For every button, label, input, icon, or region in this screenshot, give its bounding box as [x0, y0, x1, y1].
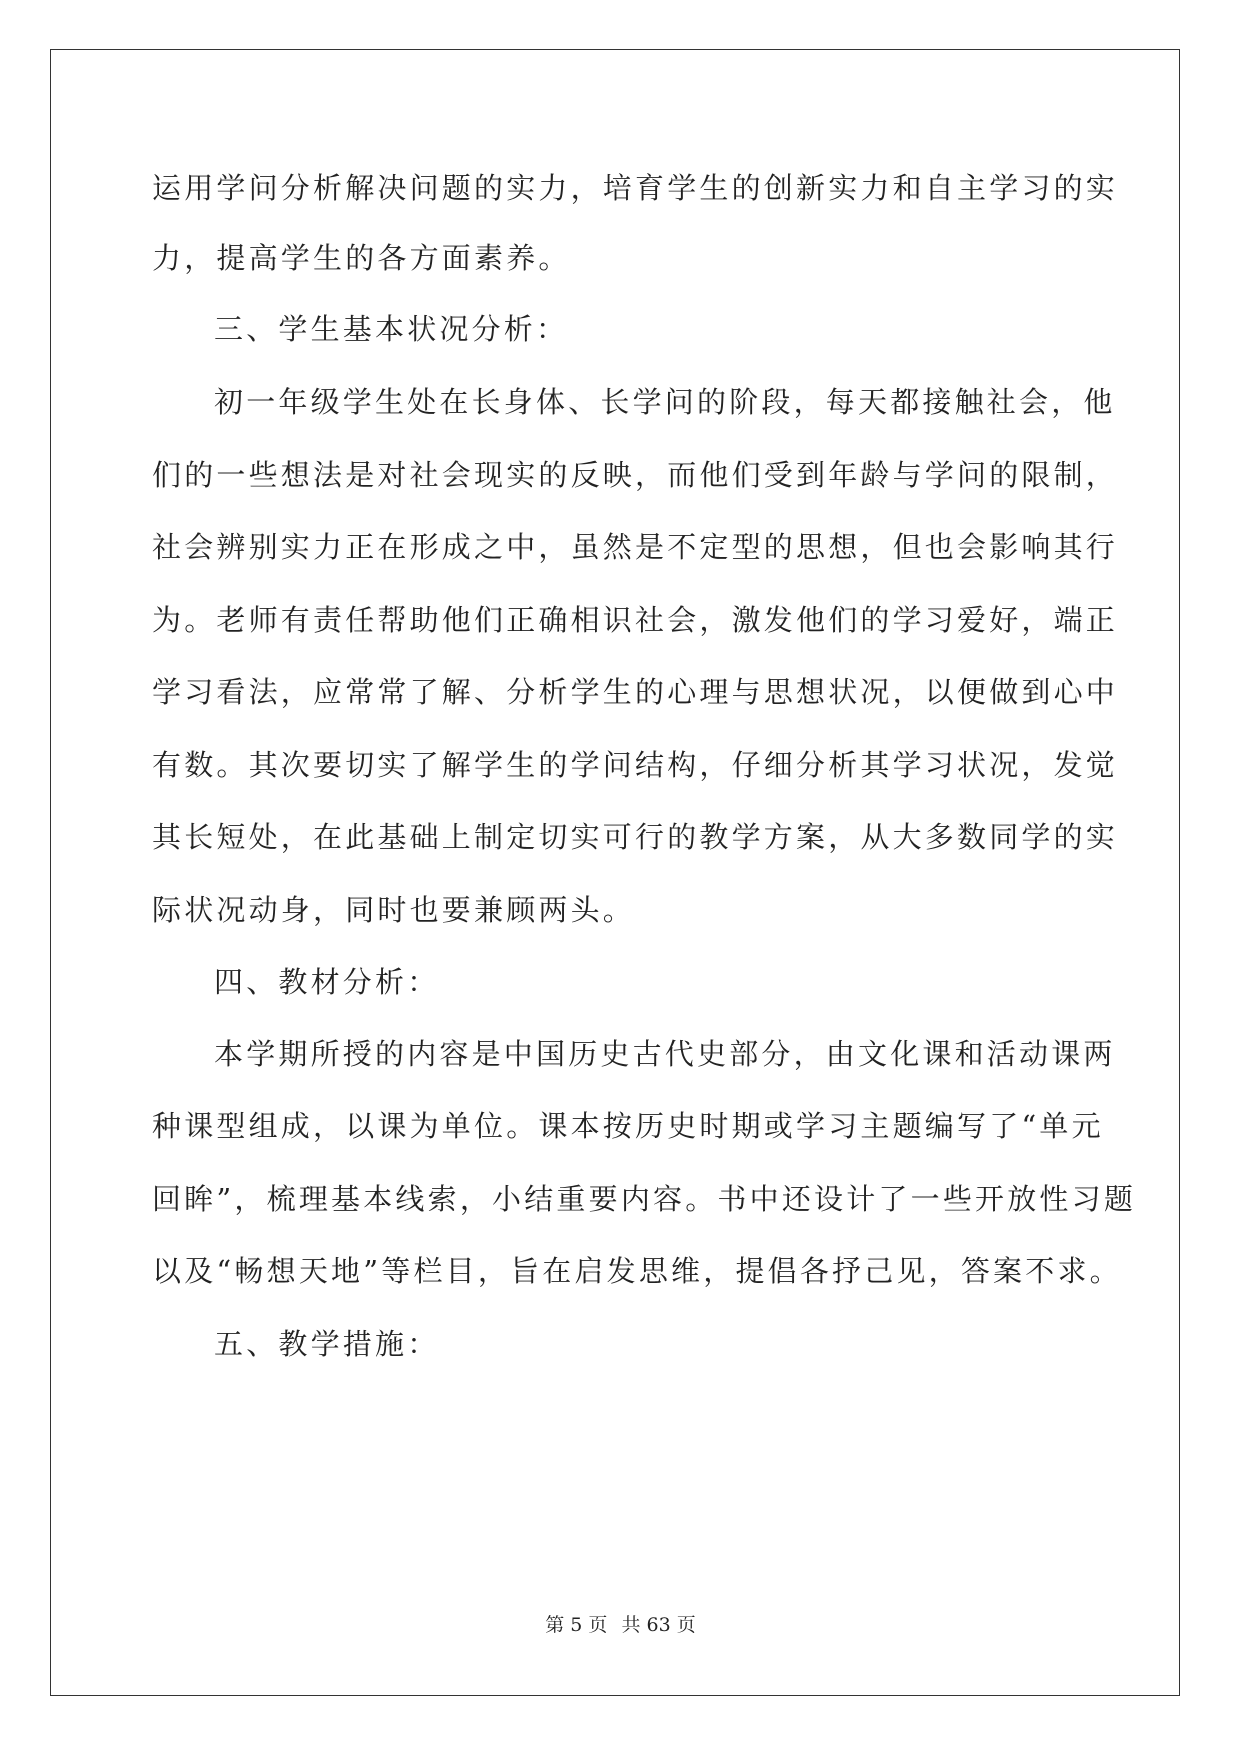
page-border [50, 49, 1180, 1696]
page-total: 共 63 页 [621, 1614, 696, 1636]
section-heading: 四、教材分析： [214, 965, 440, 999]
text-line: 际状况动身，同时也要兼顾两头。 [152, 893, 636, 927]
text-line: 以及“畅想天地”等栏目，旨在启发思维，提倡各抒己见，答案不求。 [152, 1254, 1122, 1288]
text-line: 学习看法，应常常了解、分析学生的心理与思想状况，以便做到心中 [152, 675, 1119, 709]
page-number: 第 5 页 [545, 1614, 608, 1636]
text-line: 初一年级学生处在长身体、长学问的阶段，每天都接触社会，他 [214, 385, 1116, 419]
text-line: 运用学问分析解决问题的实力，培育学生的创新实力和自主学习的实 [152, 171, 1119, 205]
text-line: 力，提高学生的各方面素养。 [152, 241, 571, 275]
text-line: 本学期所授的内容是中国历史古代史部分，由文化课和活动课两 [214, 1037, 1116, 1071]
text-line: 社会辨别实力正在形成之中，虽然是不定型的思想，但也会影响其行 [152, 530, 1119, 564]
text-line: 其长短处，在此基础上制定切实可行的教学方案，从大多数同学的实 [152, 820, 1119, 854]
text-line: 为。老师有责任帮助他们正确相识社会，激发他们的学习爱好，端正 [152, 603, 1119, 637]
text-line: 有数。其次要切实了解学生的学问结构，仔细分析其学习状况，发觉 [152, 748, 1119, 782]
section-heading: 三、学生基本状况分析： [214, 312, 569, 346]
text-line: 们的一些想法是对社会现实的反映，而他们受到年龄与学问的限制， [152, 458, 1119, 492]
page-footer [0, 1612, 1241, 1638]
section-heading: 五、教学措施： [214, 1327, 440, 1361]
text-line: 回眸”，梳理基本线索，小结重要内容。书中还设计了一些开放性习题 [152, 1182, 1137, 1216]
text-line: 种课型组成，以课为单位。课本按历史时期或学习主题编写了“单元 [152, 1109, 1104, 1143]
